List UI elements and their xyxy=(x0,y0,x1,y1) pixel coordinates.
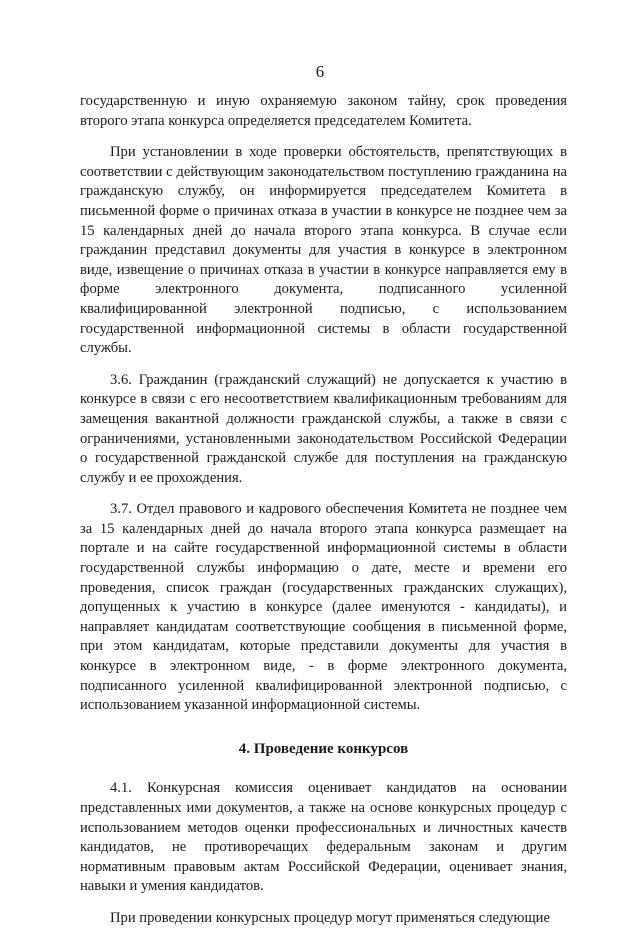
paragraph-procedures: При проведении конкурсных процедур могут применяться следующие xyxy=(110,909,550,926)
paragraph-3-6: 3.6. Гражданин (гражданский служащий) не допускается к участию в конкурсе в связи с его несоответствием квалификационным требованиям для замещения вакантной должности гражданской службы, а также в связи с ограничениями, установленными законодательством Российской Федерации о государственной гражданской службе для поступления на гражданскую службу и ее прохождения. xyxy=(80,371,567,486)
paragraph-3-7: 3.7. Отдел правового и кадрового обеспечения Комитета не позднее чем за 15 календарных дней до начала второго этапа конкурса размещает на портале и на сайте государственной информационной системы в области государственной службы информацию о дате, месте и времени его проведения, список граждан (государственных гражданских служащих), допущенных к участию в конкурсе (далее именуются - кандидаты), и направляет кандидатам соответствующие сообщения в письменной форме, при этом кандидатам, которые представили документы для участия в конкурсе в электронном виде, - в форме электронного документа, подписанного усиленной квалифицированной электронной подписью, с использованием указанной информационной системы. xyxy=(80,501,567,714)
paragraph-continuation: государственную и иную охраняемую законом тайну, срок проведения второго этапа конкурса определяется председателем Комитета. xyxy=(80,93,567,129)
paragraph-refusal-notice: При установлении в ходе проверки обстоятельств, препятствующих в соответствии с действующим законодательством поступлению гражданина на гражданскую службу, он информируется председателем Комитета в письменной форме о причинах отказа в участии в конкурсе не позднее чем за 15 календарных дней до начала второго этапа конкурса. В случае если гражданин представил документы для участия в конкурсе в электронном виде, извещение о причинах отказа в участии в конкурсе направляется ему в форме электронного документа, подписанного усиленной квалифицированной электронной подписью, с использованием государственной информационной системы в области государственной службы. xyxy=(80,144,567,357)
section-heading: 4. Проведение конкурсов xyxy=(238,740,409,757)
page-number: 6 xyxy=(315,62,325,81)
paragraph-4-1: 4.1. Конкурсная комиссия оценивает кандидатов на основании представленных ими документов, а также на основе конкурсных процедур с использованием методов оценки профессиональных и личностных качеств кандидатов, не противоречащих федеральным законам и другим нормативным правовым актам Российской Федерации, оценивает знания, навыки и умения кандидатов. xyxy=(80,780,567,895)
document-body xyxy=(80,92,567,929)
